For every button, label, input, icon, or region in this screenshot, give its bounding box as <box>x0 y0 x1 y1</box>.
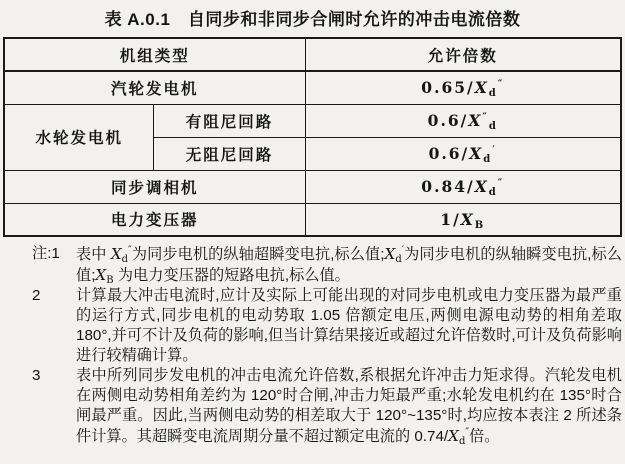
table-row-hydro-generator-damped <box>4 104 621 137</box>
cell-allowed-multiple: $0.6/X_d'$ <box>305 137 621 170</box>
cell-unit-type: 电力变压器 <box>4 203 305 236</box>
header-unit-type: 机组类型 <box>4 38 305 71</box>
note-label: 3 <box>32 367 41 384</box>
cell-unit-type: 汽轮发电机 <box>4 71 305 104</box>
note-item-1 <box>30 244 622 286</box>
table-row-steam-turbine-generator <box>4 71 621 104</box>
cell-allowed-multiple: $1/X_B$ <box>305 203 621 236</box>
note-body: 表中所列同步发电机的冲击电流允许倍数,系根据允许冲击力矩求得。汽轮发电机在两侧电动势相角差约为 120°时合闸,冲击力矩最严重;水轮发电机约在 135°时合闸最严重。因此,当两侧电动势的相差取大于 120°~135°时,均应按本表注 2 所述条件计算。其超瞬变电流周期分量不超过额定电流的 $0.74/X_d''$倍。 <box>76 367 622 447</box>
cell-allowed-multiple: $0.65/X_d''$ <box>305 71 621 104</box>
table-header-row <box>4 38 621 71</box>
impulse-current-table <box>3 37 622 237</box>
cell-subtype-damped: 有阻尼回路 <box>154 104 305 137</box>
cell-allowed-multiple: $0.84/X_d''$ <box>305 170 621 203</box>
cell-subtype-undamped: 无阻尼回路 <box>154 137 305 170</box>
note-label: 注:1 <box>32 245 60 262</box>
note-item-2 <box>30 286 622 366</box>
header-allowed-multiple: 允许倍数 <box>305 38 621 71</box>
notes-section <box>30 244 622 447</box>
table-title: 表 A.0.1 自同步和非同步合闸时允许的冲击电流倍数 <box>104 10 521 29</box>
note-body: 计算最大冲击电流时,应计及实际上可能出现的对同步电机或电力变压器为最严重的运行方式,同步电机的电动势取 1.05 倍额定电压,两侧电源电动势的相角差取 180°,并可不计及负荷的影响,但当计算结果接近或超过允许倍数时,可计及负荷影响进行较精确计算。 <box>76 287 622 364</box>
note-body: 表中 $X_d''$为同步电机的纵轴超瞬变电抗,标么值$;X_d'$为同步电机的纵轴瞬变电抗,标么值$;X_B$ 为电力变压器的短路电抗,标么值。 <box>76 245 622 286</box>
table-row-synchronous-condenser <box>4 170 621 203</box>
cell-unit-type-group: 水轮发电机 <box>4 104 154 170</box>
note-label: 2 <box>32 287 41 304</box>
table-row-power-transformer <box>4 203 621 236</box>
note-item-3 <box>30 366 622 447</box>
cell-unit-type: 同步调相机 <box>4 170 305 203</box>
cell-allowed-multiple: $0.6/X''_d$ <box>305 104 621 137</box>
